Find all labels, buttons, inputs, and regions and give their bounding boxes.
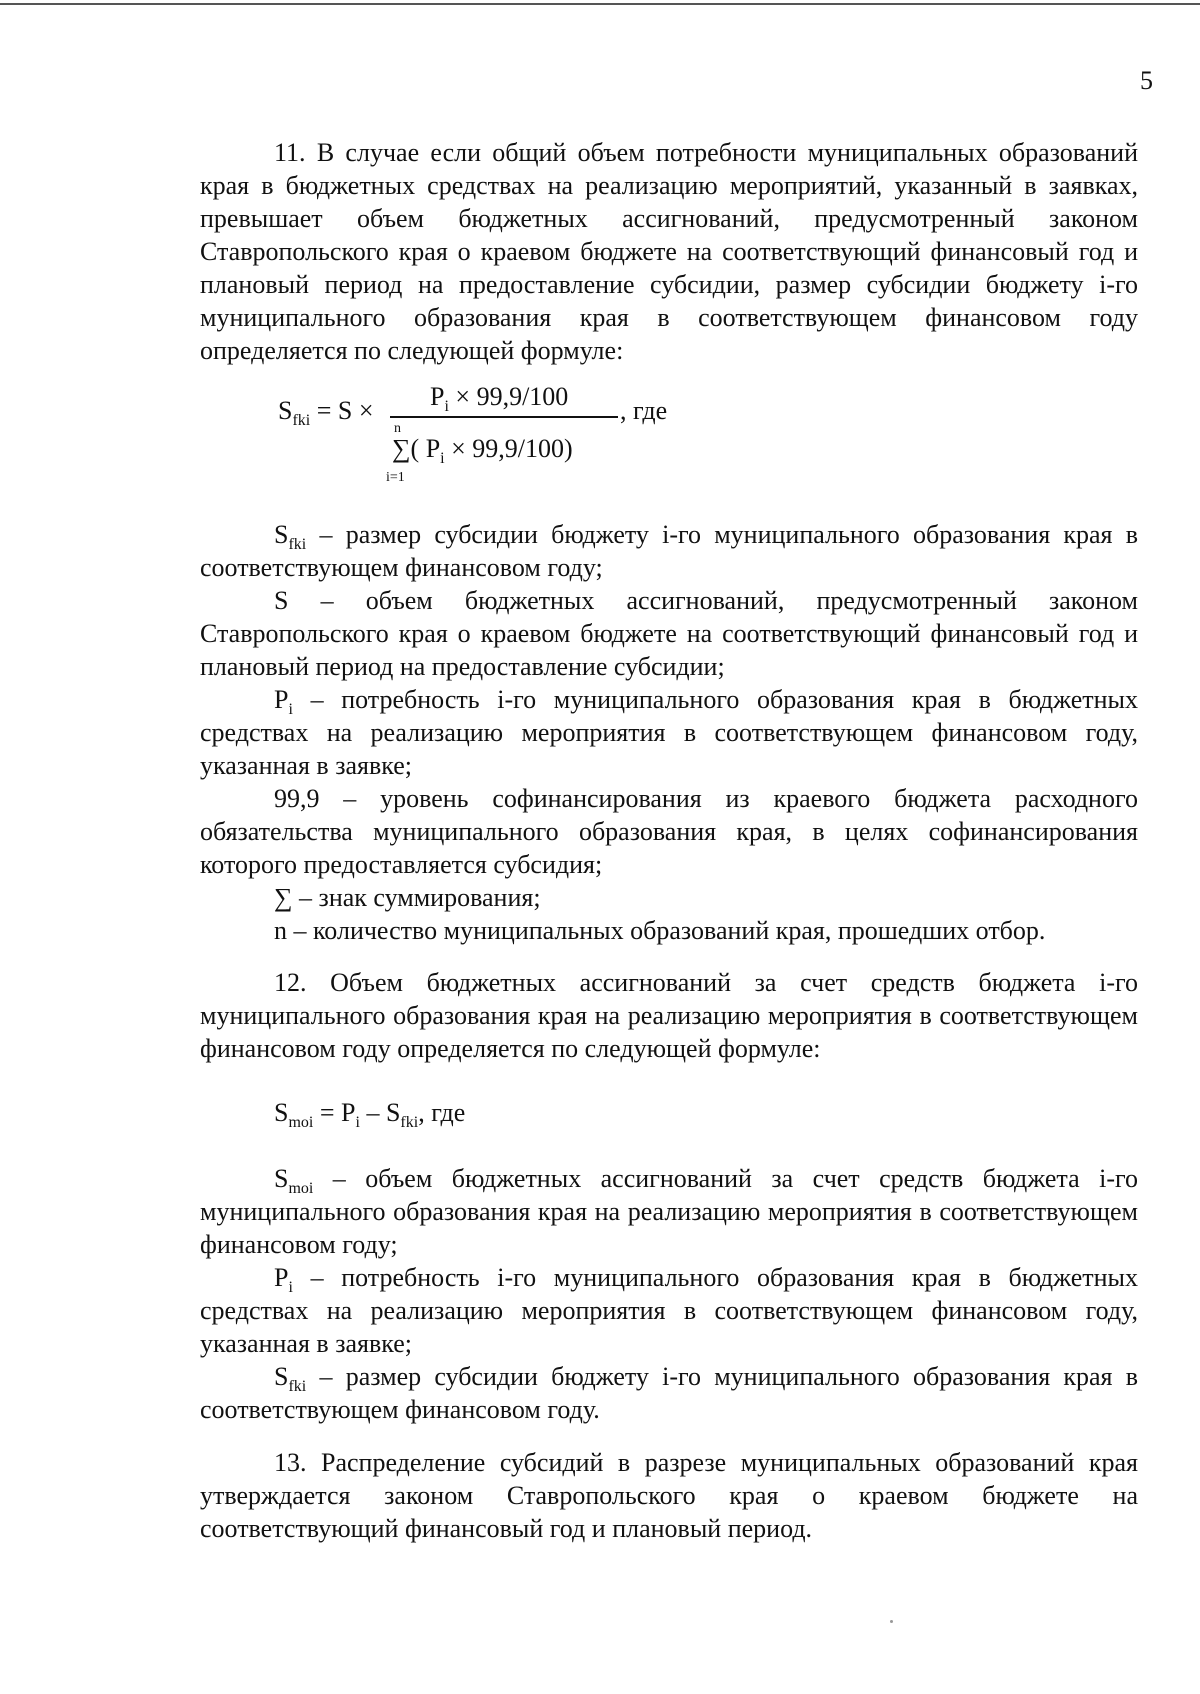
- definition-item: $S_{fki}$ – размер субсидии бюджету i-го муниципального образования края в соответствующем финансовом году.: [200, 1362, 1138, 1424]
- formula-where: , где: [620, 396, 668, 425]
- page-number: 5: [1140, 66, 1153, 95]
- paragraph-12: 12. Объем бюджетных ассигнований за счет средств бюджета i-го муниципального образования края на реализацию мероприятия в соответствующем финансовом году определяется по следующей формуле:: [200, 968, 1138, 1063]
- definition-item: n – количество муниципальных образований края, прошедших отбор.: [274, 916, 1046, 945]
- definition-item: S – объем бюджетных ассигнований, предусмотренный законом Ставропольского края о краевом бюджете на соответствующий финансовый год и плановый период на предоставление субсидии;: [200, 586, 1138, 681]
- formula-numerator: $P_i \times 99,9/100$: [430, 382, 569, 415]
- sum-upper-limit: n: [394, 421, 401, 436]
- paragraph-13: 13. Распределение субсидий в разрезе муниципальных образований края утверждается законом Ставропольского края о краевом бюджете на соответствующий финансовый год и плановый период.: [200, 1448, 1138, 1543]
- definition-item: 99,9 – уровень софинансирования из краевого бюджета расходного обязательства муниципального образования края, в целях софинансирования которого предоставляется субсидия;: [200, 784, 1138, 879]
- sum-lower-limit: i=1: [386, 470, 405, 485]
- scan-speck: [890, 1620, 893, 1623]
- definitions-list-1: [200, 518, 1138, 947]
- formula-lhs: $S_{fki} = S$ ×: [278, 396, 374, 429]
- paragraph-11: 11. В случае если общий объем потребности муниципальных образований края в бюджетных средствах на реализацию мероприятий, указанный в заявках, превышает объем бюджетных ассигнований, предусмотренный законом Ставропольского края о краевом бюджете на соответствующий финансовый год и плановый период на предоставление субсидии, размер субсидии бюджету i-го муниципального образования края в соответствующем финансовом году определяется по следующей формуле:: [200, 138, 1138, 365]
- definition-item: $P_i$ – потребность i-го муниципального образования края в бюджетных средствах на реализацию мероприятия в соответствующем финансовом году, указанная в заявке;: [200, 1263, 1138, 1358]
- formula-budget-allocation: $S_{moi} = P_i - S_{fki}$, где: [274, 1098, 466, 1131]
- definition-item: $S_{moi}$ – объем бюджетных ассигнований за счет средств бюджета i-го муниципального образования края на реализацию мероприятия в соответствующем финансовом году;: [200, 1164, 1138, 1259]
- definition-item: $S_{fki}$ – размер субсидии бюджету i-го муниципального образования края в соответствующем финансовом году;: [200, 520, 1138, 582]
- definition-item: $P_i$ – потребность i-го муниципального образования края в бюджетных средствах на реализацию мероприятия в соответствующем финансовом году, указанная в заявке;: [200, 685, 1138, 780]
- formula-denominator: ∑( $P_i \times 99,9/100$): [392, 434, 573, 467]
- definitions-list-2: [200, 1162, 1138, 1426]
- fraction-bar: [390, 416, 618, 418]
- definition-item: ∑ – знак суммирования;: [274, 883, 541, 912]
- top-rule: [0, 3, 1200, 5]
